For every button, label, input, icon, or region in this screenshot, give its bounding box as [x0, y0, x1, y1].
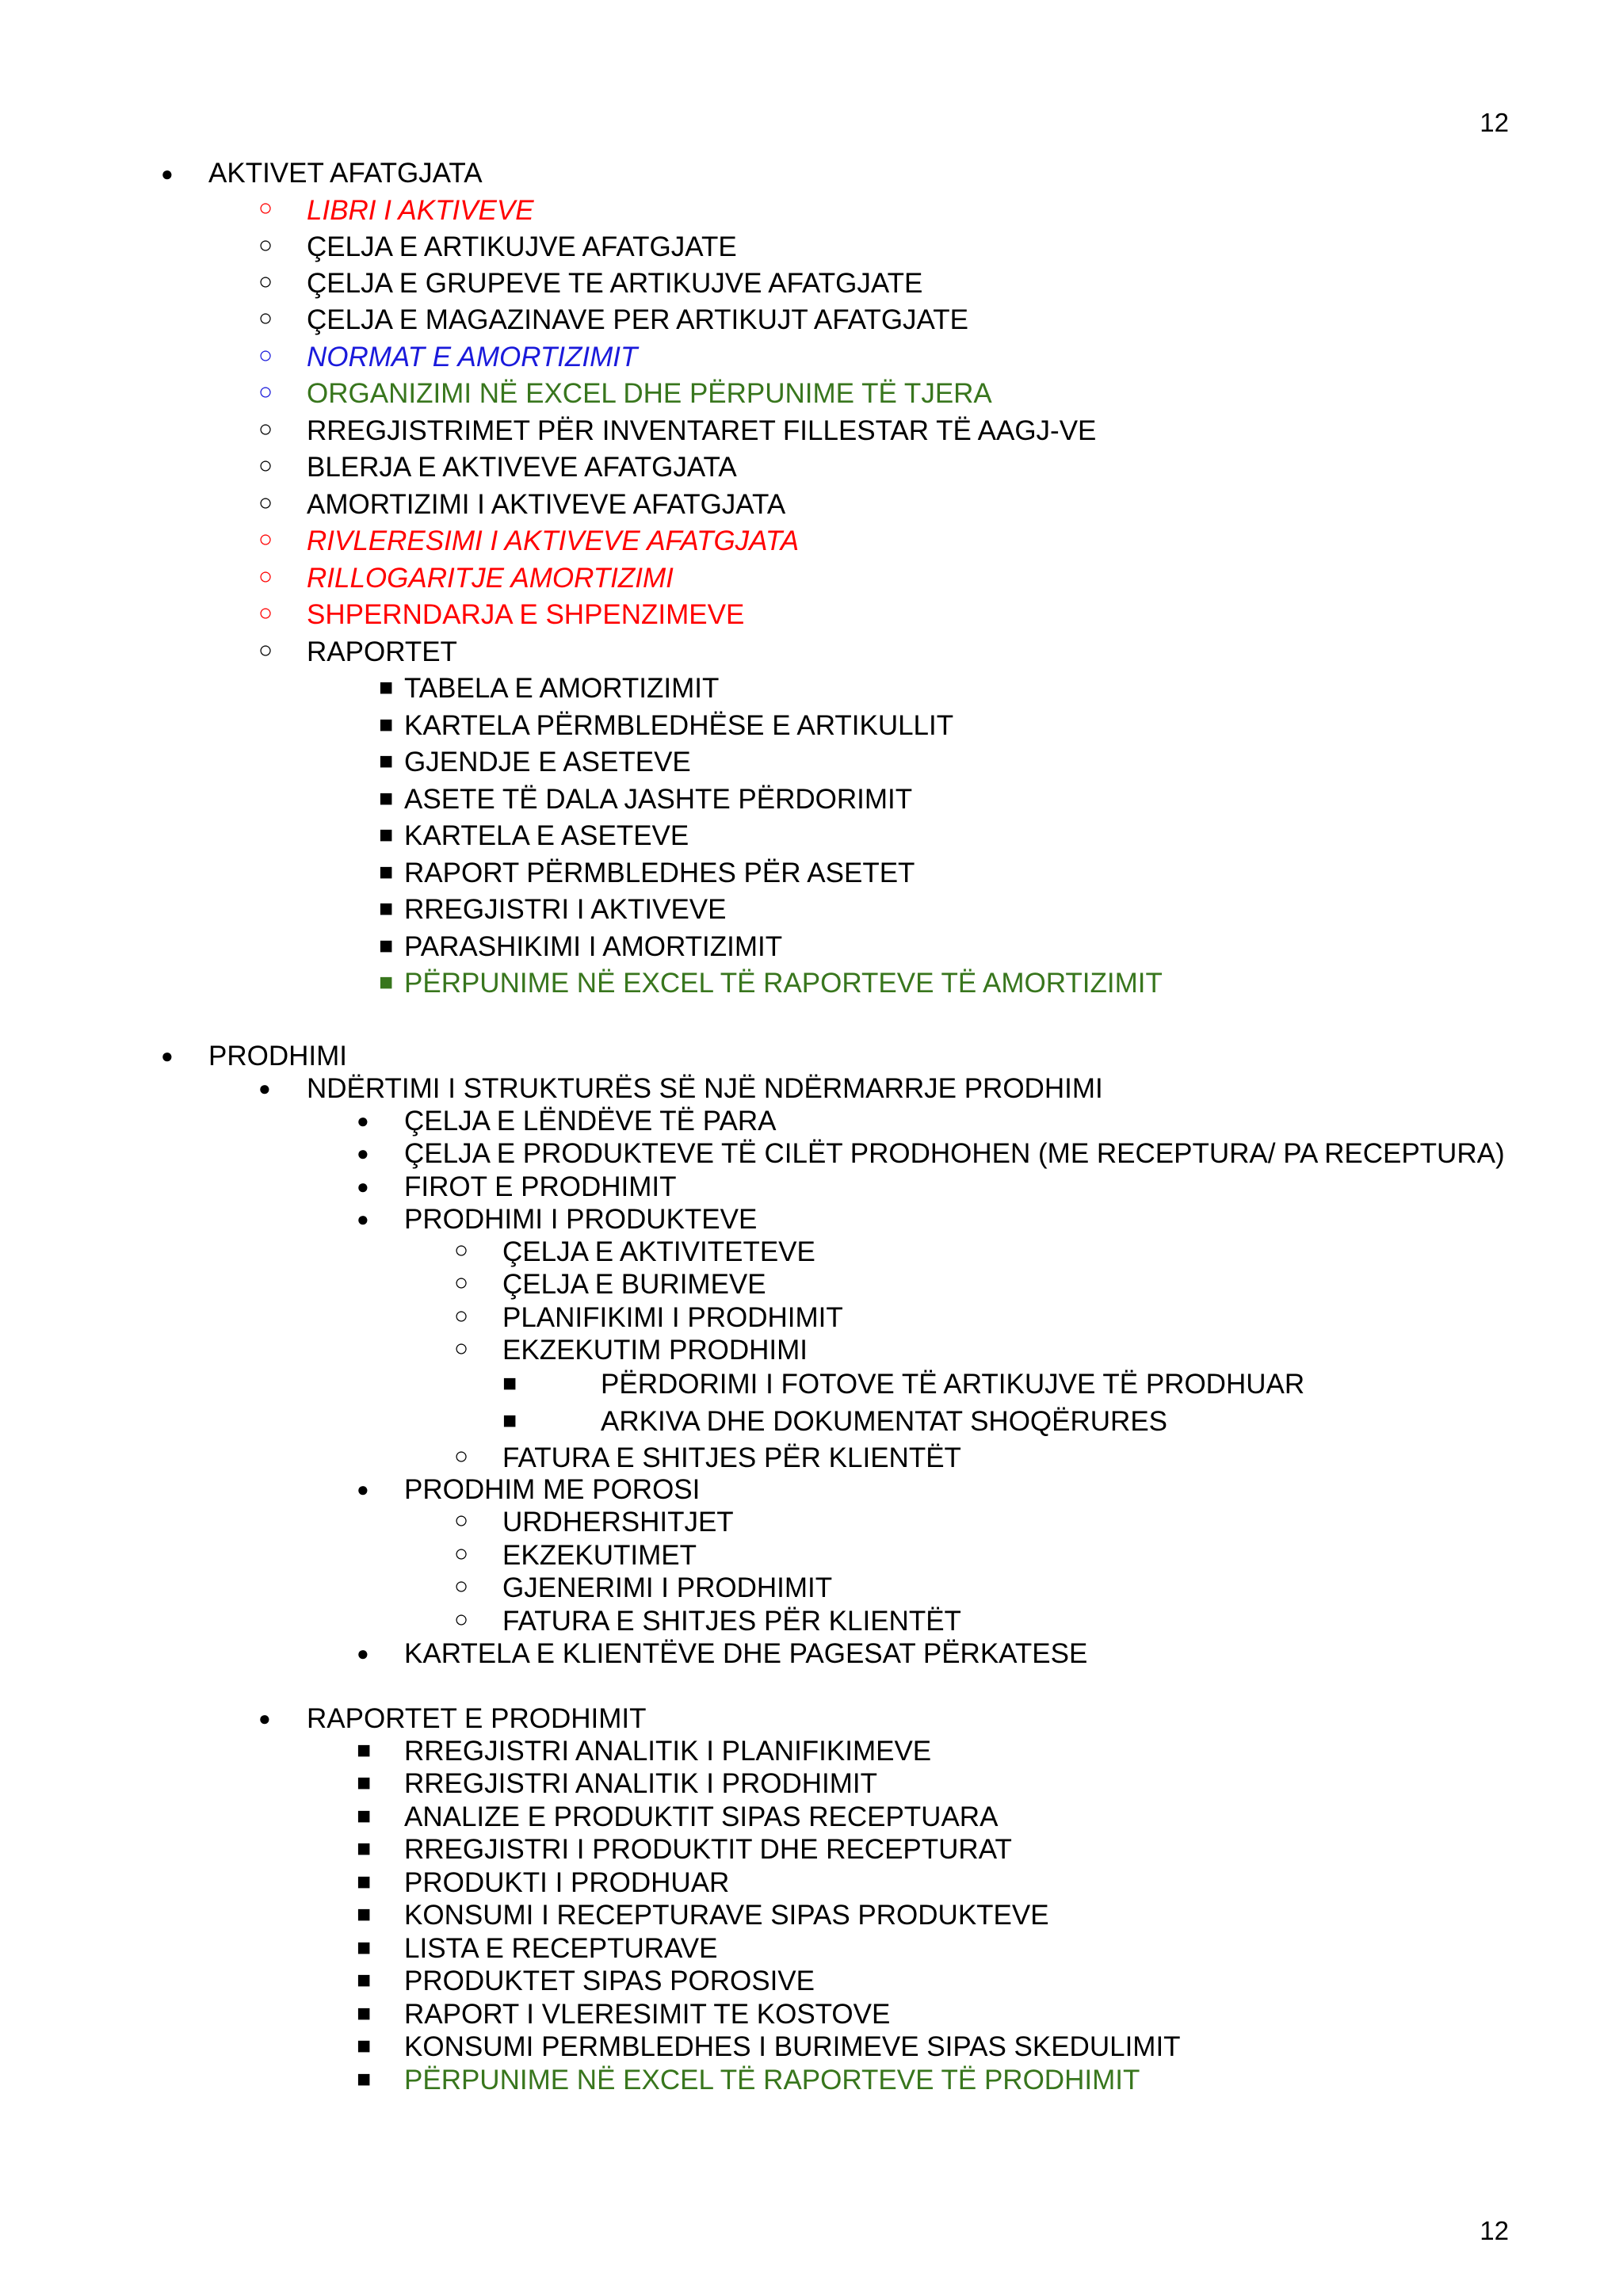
report-item: PËRPUNIME NË EXCEL TË RAPORTEVE TË PRODHIMIT [404, 2065, 1140, 2095]
bullet-square-icon: ■ [379, 896, 394, 922]
list-item: AMORTIZIMI I AKTIVEVE AFATGJATA [307, 489, 786, 520]
bullet-circle-icon: ○ [258, 490, 273, 516]
subsection-title: RAPORTET E PRODHIMIT [307, 1703, 647, 1734]
report-item: LISTA E RECEPTURAVE [404, 1933, 718, 1964]
page-number-top: 12 [1480, 108, 1509, 137]
report-item: RREGJISTRI I AKTIVEVE [404, 894, 727, 925]
page-number-bottom: 12 [1480, 2216, 1509, 2245]
bullet-square-icon: ■ [357, 1967, 372, 1993]
bullet-circle-icon: ○ [258, 195, 273, 221]
bullet-square-icon: ■ [357, 1803, 372, 1829]
bullet-square-icon: ■ [379, 933, 394, 959]
bullet-square-icon: ■ [379, 674, 394, 701]
report-item: RAPORT PËRMBLEDHES PËR ASETET [404, 858, 915, 888]
list-item: ÇELJA E GRUPEVE TE ARTIKUJVE AFATGJATE [307, 268, 923, 299]
list-item: PËRDORIMI I FOTOVE TË ARTIKUJVE TË PRODHUAR [601, 1369, 1305, 1400]
list-item: FIROT E PRODHIMIT [404, 1171, 677, 1202]
bullet-square-icon: ■ [379, 822, 394, 848]
bullet-square-icon: ■ [379, 969, 394, 995]
bullet-square-icon: ■ [357, 2066, 372, 2092]
list-item: PRODHIM ME POROSI [404, 1474, 701, 1505]
bullet-circle-icon: ○ [258, 305, 273, 331]
bullet-square-icon: ■ [357, 1737, 372, 1763]
report-item: TABELA E AMORTIZIMIT [404, 673, 720, 704]
list-item: FATURA E SHITJES PËR KLIENTËT [502, 1606, 961, 1637]
list-item: ARKIVA DHE DOKUMENTAT SHOQËRURES [601, 1406, 1168, 1437]
section-title-prodhimi: PRODHIMI [208, 1041, 347, 1072]
bullet-circle-icon: ○ [258, 269, 273, 295]
list-item: NORMAT E AMORTIZIMIT [307, 342, 638, 372]
report-item: RREGJISTRI ANALITIK I PRODHIMIT [404, 1768, 878, 1799]
bullet-circle-icon: ○ [454, 1507, 469, 1534]
report-item: KONSUMI I RECEPTURAVE SIPAS PRODUKTEVE [404, 1900, 1049, 1931]
list-item: KARTELA E KLIENTËVE DHE PAGESAT PËRKATESE [404, 1638, 1088, 1669]
report-item: RREGJISTRI ANALITIK I PLANIFIKIMEVE [404, 1736, 932, 1767]
bullet-circle-icon: ○ [258, 453, 273, 479]
bullet-square-icon: ■ [357, 1901, 372, 1927]
subsection-title: NDËRTIMI I STRUKTURËS SË NJË NDËRMARRJE PRODHIMI [307, 1073, 1103, 1104]
bullet-circle-icon: ○ [454, 1541, 469, 1567]
report-item: RAPORT I VLERESIMIT TE KOSTOVE [404, 1999, 891, 2030]
bullet-circle-icon: ○ [258, 232, 273, 258]
report-item: KARTELA E ASETEVE [404, 820, 689, 851]
report-item: PËRPUNIME NË EXCEL TË RAPORTEVE TË AMORTIZIMIT [404, 968, 1163, 999]
list-item: PRODHIMI I PRODUKTEVE [404, 1204, 758, 1235]
list-item: SHPERNDARJA E SHPENZIMEVE [307, 599, 745, 630]
list-item: RIVLERESIMI I AKTIVEVE AFATGJATA [307, 525, 800, 556]
list-item: FATURA E SHITJES PËR KLIENTËT [502, 1442, 961, 1473]
report-item: PRODUKTET SIPAS POROSIVE [404, 1966, 815, 1996]
bullet-disc-icon: ● [357, 1109, 369, 1133]
bullet-circle-icon: ○ [454, 1606, 469, 1633]
list-item: EKZEKUTIM PRODHIMI [502, 1335, 808, 1366]
bullet-circle-icon: ○ [258, 379, 273, 405]
bullet-square-icon: ■ [379, 712, 394, 738]
list-item: RREGJISTRIMET PËR INVENTARET FILLESTAR TË AAGJ-VE [307, 415, 1097, 446]
list-item: ÇELJA E AKTIVITETEVE [502, 1236, 815, 1267]
list-item: ÇELJA E LËNDËVE TË PARA [404, 1106, 777, 1137]
list-item: ORGANIZIMI NË EXCEL DHE PËRPUNIME TË TJERA [307, 378, 992, 409]
list-item: GJENERIMI I PRODHIMIT [502, 1572, 833, 1603]
bullet-circle-icon: ○ [454, 1270, 469, 1296]
bullet-disc-icon: ● [357, 1175, 369, 1198]
bullet-disc-icon: ● [357, 1641, 369, 1665]
bullet-square-icon: ■ [502, 1370, 517, 1396]
report-item: PRODUKTI I PRODHUAR [404, 1867, 730, 1898]
bullet-circle-icon: ○ [258, 637, 273, 663]
report-item: KONSUMI PERMBLEDHES I BURIMEVE SIPAS SKEDULIMIT [404, 2031, 1181, 2062]
bullet-disc-icon: ● [258, 1706, 271, 1730]
bullet-square-icon: ■ [357, 2000, 372, 2027]
bullet-square-icon: ■ [357, 2033, 372, 2059]
bullet-disc-icon: ● [161, 1044, 174, 1068]
bullet-circle-icon: ○ [258, 563, 273, 590]
bullet-circle-icon: ○ [258, 342, 273, 369]
bullet-disc-icon: ● [161, 162, 174, 185]
list-item: BLERJA E AKTIVEVE AFATGJATA [307, 452, 737, 483]
list-item: ÇELJA E MAGAZINAVE PER ARTIKUJT AFATGJATE [307, 304, 969, 335]
report-item: KARTELA PËRMBLEDHËSE E ARTIKULLIT [404, 710, 954, 741]
list-item: PLANIFIKIMI I PRODHIMIT [502, 1302, 843, 1333]
bullet-circle-icon: ○ [454, 1335, 469, 1362]
bullet-square-icon: ■ [379, 748, 394, 774]
section-title-aktivet: AKTIVET AFATGJATA [208, 158, 483, 189]
bullet-circle-icon: ○ [454, 1237, 469, 1263]
list-item: ÇELJA E ARTIKUJVE AFATGJATE [307, 231, 737, 262]
list-item: RILLOGARITJE AMORTIZIMI [307, 563, 674, 594]
list-item: EKZEKUTIMET [502, 1540, 697, 1571]
bullet-disc-icon: ● [357, 1207, 369, 1231]
bullet-circle-icon: ○ [258, 600, 273, 626]
bullet-square-icon: ■ [357, 1770, 372, 1796]
bullet-square-icon: ■ [379, 859, 394, 885]
report-item: PARASHIKIMI I AMORTIZIMIT [404, 931, 783, 962]
bullet-square-icon: ■ [379, 785, 394, 812]
list-item: ÇELJA E BURIMEVE [502, 1269, 766, 1300]
list-item: RAPORTET [307, 636, 457, 667]
list-item: URDHERSHITJET [502, 1507, 734, 1538]
bullet-square-icon: ■ [357, 1836, 372, 1862]
report-item: ASETE TË DALA JASHTE PËRDORIMIT [404, 784, 913, 815]
bullet-circle-icon: ○ [454, 1443, 469, 1469]
bullet-circle-icon: ○ [258, 416, 273, 442]
report-item: RREGJISTRI I PRODUKTIT DHE RECEPTURAT [404, 1834, 1012, 1865]
bullet-circle-icon: ○ [258, 526, 273, 552]
list-item: ÇELJA E PRODUKTEVE TË CILËT PRODHOHEN (ME RECEPTURA/ PA RECEPTURA) [404, 1138, 1505, 1169]
bullet-disc-icon: ● [357, 1477, 369, 1501]
bullet-disc-icon: ● [258, 1076, 271, 1100]
report-item: GJENDJE E ASETEVE [404, 747, 691, 777]
list-item: LIBRI I AKTIVEVE [307, 195, 534, 226]
report-item: ANALIZE E PRODUKTIT SIPAS RECEPTUARA [404, 1801, 999, 1832]
bullet-square-icon: ■ [357, 1935, 372, 1961]
bullet-circle-icon: ○ [454, 1303, 469, 1329]
bullet-square-icon: ■ [502, 1408, 517, 1434]
bullet-circle-icon: ○ [454, 1573, 469, 1599]
bullet-disc-icon: ● [357, 1141, 369, 1165]
bullet-square-icon: ■ [357, 1869, 372, 1895]
